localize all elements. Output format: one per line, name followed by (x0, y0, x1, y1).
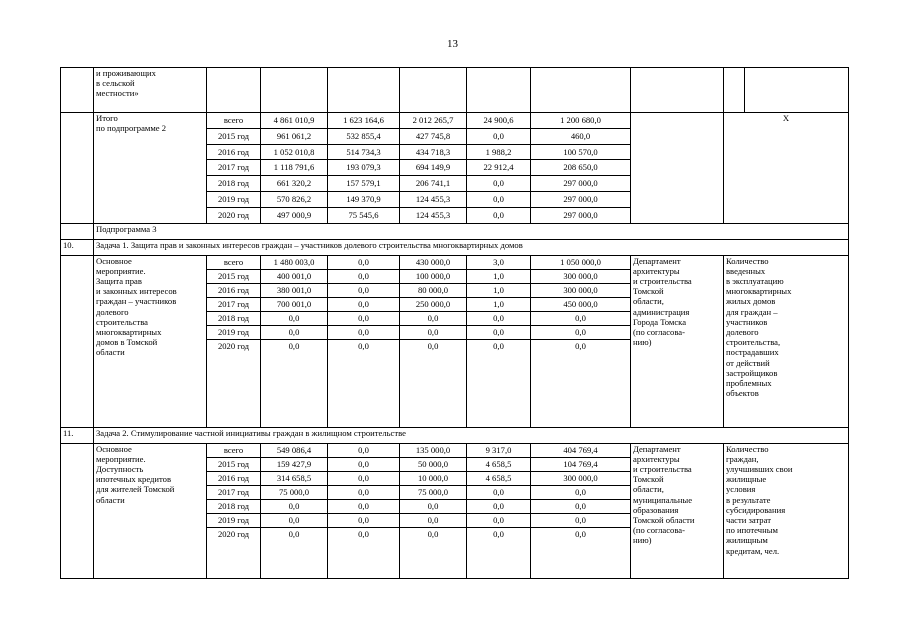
value: 532 855,4 (328, 129, 399, 145)
value: 0,0 (328, 270, 399, 284)
task-number: 10. (61, 239, 94, 255)
year-label: 2018 год (207, 312, 260, 326)
value: 0,0 (427, 340, 439, 351)
value: 0,0 (531, 486, 630, 500)
indicator-line: в эксплуатацию (726, 275, 784, 286)
value: 0,0 (467, 192, 530, 208)
value: 1 480 003,0 (261, 256, 327, 270)
value: 124 455,3 (400, 192, 466, 208)
indicator-line: жилых домов (726, 296, 776, 307)
indicator-line: строительства, (726, 337, 781, 348)
year-label: 2019 год (207, 192, 260, 208)
regional-cell (400, 255, 467, 427)
value: 0,0 (288, 340, 300, 351)
value: 570 826,2 (261, 192, 327, 208)
name-line: мероприятие. (96, 265, 146, 276)
value: 0,0 (467, 500, 530, 514)
indicator-line: субсидирования (726, 504, 786, 515)
executor-line: администрация (633, 306, 690, 317)
value: 430 000,0 (400, 256, 466, 270)
total-cell (261, 255, 328, 427)
value: 0,0 (328, 444, 399, 458)
value: 0,0 (467, 486, 530, 500)
task-number: 11. (61, 427, 94, 443)
value: 300 000,0 (531, 284, 630, 298)
year-label: всего (207, 256, 260, 270)
value: 0,0 (575, 340, 586, 351)
year-label: 2017 год (207, 298, 260, 312)
value: 159 427,9 (261, 458, 327, 472)
task-header-row (61, 239, 849, 255)
value: 4 658,5 (467, 458, 530, 472)
value: 24 900,6 (467, 113, 530, 129)
value: 3,0 (467, 256, 530, 270)
indicator-line: Количество (726, 255, 769, 266)
value: 514 734,3 (328, 145, 399, 161)
value: 2 012 265,7 (400, 113, 466, 129)
indicator-line: проблемных (726, 378, 772, 389)
value: 0,0 (493, 528, 504, 539)
years-cell (207, 255, 261, 427)
indicator-line: части затрат (726, 515, 771, 525)
itogo-name (94, 113, 207, 224)
value: 0,0 (328, 486, 399, 500)
name-line: Основное (96, 443, 132, 454)
executor-line: области, (633, 296, 664, 307)
years-cell (207, 113, 261, 224)
years-cell (207, 443, 261, 578)
year-label: 2015 год (207, 129, 260, 145)
name-line: местности» (96, 88, 139, 99)
task-title: Задача 1. Защита прав и законных интересов граждан – участников долевого строительства многоквартирных домов (94, 239, 849, 255)
value: 0,0 (531, 514, 630, 528)
indicator-line: Количество (726, 443, 769, 454)
value: 10 000,0 (400, 472, 466, 486)
value: 0,0 (328, 284, 399, 298)
year-label: всего (207, 113, 260, 129)
name-line: Итого (96, 113, 118, 123)
other-cell (531, 113, 631, 224)
year-label: 2020 год (217, 209, 250, 220)
name-line: для жителей Томской (96, 484, 175, 495)
value: 0,0 (328, 326, 399, 340)
value: 0,0 (328, 500, 399, 514)
value: 0,0 (467, 176, 530, 192)
year-label: 2018 год (207, 176, 260, 192)
value: 75 545,6 (348, 209, 379, 220)
value: 9 317,0 (467, 444, 530, 458)
year-label: 2019 год (207, 326, 260, 340)
cell (261, 68, 328, 113)
cell (631, 68, 724, 113)
indicator-line: жилищным (726, 535, 768, 546)
value: 0,0 (467, 129, 530, 145)
executor-line: области, (633, 484, 664, 495)
name-line: Защита прав (96, 275, 142, 286)
indicator-line: застройщиков (726, 367, 778, 378)
num-cell (61, 443, 94, 578)
indicator-line: от действий (726, 357, 770, 368)
value: 0,0 (328, 458, 399, 472)
name-line: по подпрограмме 2 (96, 123, 167, 134)
value: 0,0 (467, 514, 530, 528)
value: 206 741,1 (400, 176, 466, 192)
num-cell (61, 113, 94, 224)
year-label: 2019 год (207, 514, 260, 528)
cell (745, 68, 849, 113)
year-label: 2020 год (217, 528, 250, 539)
indicator-line: по ипотечным (726, 525, 778, 536)
year-label: 2020 год (217, 340, 250, 351)
value: 0,0 (427, 528, 439, 539)
indicator-line: условия (726, 484, 756, 495)
indicator-line: кредитам, чел. (726, 545, 780, 556)
indicator-line: жилищные (726, 474, 767, 485)
value: 22 912,4 (467, 160, 530, 176)
executor-line: (по согласова- (633, 327, 685, 337)
itogo-row (61, 113, 849, 224)
indicator-line: улучшивших свои (726, 463, 793, 474)
other-cell (531, 443, 631, 578)
executor-line: нию) (633, 337, 652, 348)
value: 0,0 (493, 340, 504, 351)
value: 0,0 (261, 312, 327, 326)
other-cell (531, 255, 631, 427)
value: 0,0 (358, 340, 369, 351)
value: 75 000,0 (400, 486, 466, 500)
value: 0,0 (493, 209, 504, 220)
value: 1 988,2 (467, 145, 530, 161)
executor-line: архитектуры (633, 265, 680, 276)
name-line: мероприятие. (96, 453, 146, 464)
regional-cell (400, 113, 467, 224)
indicator-cell: Х (724, 113, 849, 224)
value: 100 570,0 (531, 145, 630, 161)
value: 0,0 (328, 256, 399, 270)
value: 380 001,0 (261, 284, 327, 298)
value: 250 000,0 (400, 298, 466, 312)
executor-line: Томской области (633, 515, 695, 525)
name-line: и законных интересов (96, 286, 177, 297)
name-line: домов в Томской (96, 337, 158, 348)
cell (207, 68, 261, 113)
indicator-line: долевого (726, 327, 759, 337)
indicator-line: граждан, (726, 453, 759, 464)
value: 700 001,0 (261, 298, 327, 312)
federal-cell (328, 113, 400, 224)
year-label: 2016 год (207, 472, 260, 486)
year-label: 2015 год (207, 458, 260, 472)
cell (467, 68, 531, 113)
name-line: области (96, 347, 125, 358)
cell (531, 68, 631, 113)
executor-line: муниципальные (633, 494, 693, 505)
value: 0,0 (328, 312, 399, 326)
value: 0,0 (261, 514, 327, 528)
value: 0,0 (400, 514, 466, 528)
name-line: строительства (96, 316, 148, 327)
value: 4 658,5 (467, 472, 530, 486)
value: 100 000,0 (400, 270, 466, 284)
name-line: долевого (96, 306, 129, 317)
value: 208 650,0 (531, 160, 630, 176)
value: 124 455,3 (415, 209, 451, 220)
value: 0,0 (261, 500, 327, 514)
value: 50 000,0 (400, 458, 466, 472)
year-label: 2016 год (207, 284, 260, 298)
value: 1,0 (467, 298, 530, 312)
cell (400, 68, 467, 113)
task-title: Задача 2. Стимулирование частной инициативы граждан в жилищном строительстве (94, 427, 849, 443)
year-label: 2017 год (207, 486, 260, 500)
value: 300 000,0 (531, 472, 630, 486)
value: 0,0 (467, 326, 530, 340)
value: 460,0 (531, 129, 630, 145)
indicator-line: многоквартирных (726, 286, 792, 297)
task-body-row (61, 255, 849, 427)
name-line: области (96, 494, 125, 505)
total-cell (261, 113, 328, 224)
value: 404 769,4 (531, 444, 630, 458)
task-header-row (61, 427, 849, 443)
value: 0,0 (328, 514, 399, 528)
local-cell (467, 255, 531, 427)
local-cell (467, 113, 531, 224)
indicator-line: в результате (726, 494, 771, 505)
value: 193 079,3 (328, 160, 399, 176)
value: 1,0 (467, 284, 530, 298)
year-label: всего (207, 444, 260, 458)
task11-name (94, 443, 207, 578)
executor-line: Департамент (633, 255, 681, 266)
name-line: ипотечных кредитов (96, 474, 172, 485)
federal-cell (328, 255, 400, 427)
name-line: и проживающих (96, 68, 156, 78)
total-cell (261, 443, 328, 578)
value: 0,0 (288, 528, 300, 539)
value: 0,0 (531, 312, 630, 326)
value: 75 000,0 (261, 486, 327, 500)
value: 0,0 (575, 528, 586, 539)
value: 434 718,3 (400, 145, 466, 161)
value: 157 579,1 (328, 176, 399, 192)
executor-line: Томской (633, 286, 664, 297)
page-number: 13 (447, 38, 458, 50)
value: 1 118 791,6 (261, 160, 327, 176)
subprogram-row (61, 223, 849, 239)
year-label: 2018 год (207, 500, 260, 514)
value: 497 000,9 (276, 209, 312, 220)
value: 0,0 (328, 472, 399, 486)
value: 1 200 680,0 (531, 113, 630, 129)
value: 450 000,0 (531, 298, 630, 312)
value: 1,0 (467, 270, 530, 284)
name-cell (94, 68, 207, 113)
executor-line: образования (633, 504, 679, 515)
name-line: в сельской (96, 78, 135, 89)
value: 297 000,0 (531, 192, 630, 208)
value: 4 861 010,9 (261, 113, 327, 129)
year-label: 2016 год (207, 145, 260, 161)
program-table (60, 67, 849, 579)
executor-line: Томской (633, 474, 664, 485)
task-body-row (61, 443, 849, 578)
cell (724, 68, 745, 113)
value: 135 000,0 (400, 444, 466, 458)
executor-line: и строительства (633, 275, 692, 286)
value: 0,0 (467, 312, 530, 326)
value: 661 320,2 (261, 176, 327, 192)
value: 300 000,0 (531, 270, 630, 284)
value: 694 149,9 (400, 160, 466, 176)
executor-line: архитектуры (633, 453, 680, 464)
value: 1 050 000,0 (531, 256, 630, 270)
value: 297 000,0 (563, 209, 598, 220)
num-cell (61, 223, 94, 239)
value: 1 623 164,6 (328, 113, 399, 129)
task10-name (94, 255, 207, 427)
value: 0,0 (400, 326, 466, 340)
value: 400 001,0 (261, 270, 327, 284)
indicator-line: объектов (726, 388, 759, 399)
continuation-row (61, 68, 849, 113)
regional-cell (400, 443, 467, 578)
value: 1 052 010,8 (261, 145, 327, 161)
indicator-line: пострадавших (726, 347, 779, 358)
value: 314 658,5 (261, 472, 327, 486)
value: 0,0 (328, 298, 399, 312)
executor-line: и строительства (633, 463, 692, 474)
task10-indicator (724, 255, 849, 427)
task11-indicator (724, 443, 849, 578)
value: 427 745,8 (400, 129, 466, 145)
value: 0,0 (261, 326, 327, 340)
num-cell (61, 68, 94, 113)
executor-line: Департамент (633, 443, 681, 454)
cell (328, 68, 400, 113)
task11-executor (631, 443, 724, 578)
value: 0,0 (358, 528, 369, 539)
executor-line: нию) (633, 535, 652, 546)
local-cell (467, 443, 531, 578)
federal-cell (328, 443, 400, 578)
value: 297 000,0 (531, 176, 630, 192)
num-cell (61, 255, 94, 427)
task10-executor (631, 255, 724, 427)
value: 0,0 (531, 500, 630, 514)
value: 80 000,0 (400, 284, 466, 298)
value: 0,0 (400, 500, 466, 514)
executor-cell (631, 113, 724, 224)
subprogram-title: Подпрограмма 3 (94, 223, 849, 239)
value: 0,0 (531, 326, 630, 340)
executor-line: Города Томска (633, 316, 687, 327)
name-line: многоквартирных (96, 327, 162, 337)
executor-line: (по согласова- (633, 525, 685, 536)
name-line: Доступность (96, 463, 144, 474)
year-label: 2017 год (207, 160, 260, 176)
indicator-line: участников (726, 316, 768, 327)
value: 104 769,4 (531, 458, 630, 472)
value: 549 086,4 (261, 444, 327, 458)
indicator-line: введенных (726, 265, 766, 276)
indicator-line: для граждан – (726, 306, 778, 317)
value: 149 370,9 (328, 192, 399, 208)
name-line: граждан – участников (96, 296, 177, 307)
name-line: Основное (96, 255, 132, 266)
value: 0,0 (400, 312, 466, 326)
value: 961 061,2 (261, 129, 327, 145)
year-label: 2015 год (207, 270, 260, 284)
